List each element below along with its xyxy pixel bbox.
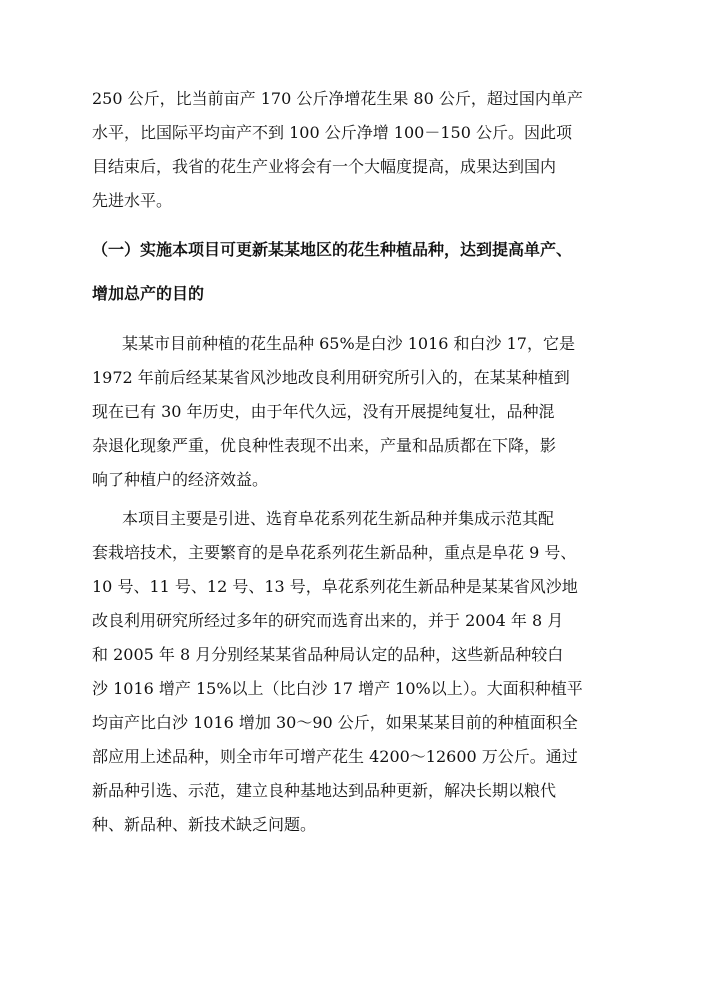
paragraph2-line-3: 10 号、11 号、12 号、13 号，阜花系列花生新品种是某某省风沙地	[92, 577, 578, 596]
paragraph1-line-2: 1972 年前后经某某省风沙地改良利用研究所引入的，在某某种植到	[92, 368, 570, 387]
paragraph2-line-2: 套栽培技术，主要繁育的是阜花系列花生新品种，重点是阜花 9 号、	[92, 543, 577, 562]
paragraph1-line-5: 响了种植户的经济效益。	[92, 470, 269, 489]
paragraph2-line-10: 种、新品种、新技术缺乏问题。	[92, 815, 317, 834]
paragraph2-line-5: 和 2005 年 8 月分别经某某省品种局认定的品种，这些新品种较白	[92, 645, 564, 664]
paragraph2-line-6: 沙 1016 增产 15%以上（比白沙 17 增产 10%以上）。大面积种植平	[92, 679, 583, 698]
section-heading-line-1: （一）实施本项目可更新某某地区的花生种植品种，达到提高单产、	[92, 240, 573, 259]
intro-line-2: 水平，比国际平均亩产不到 100 公斤净增 100－150 公斤。因此项	[92, 123, 572, 142]
paragraph2-line-8: 部应用上述品种，则全市年可增产花生 4200～12600 万公斤。通过	[92, 747, 578, 766]
paragraph1-line-3: 现在已有 30 年历史，由于年代久远，没有开展提纯复壮，品种混	[92, 402, 555, 421]
paragraph2-line-4: 改良利用研究所经过多年的研究而选育出来的，并于 2004 年 8 月	[92, 611, 564, 630]
intro-line-4: 先进水平。	[92, 191, 173, 210]
paragraph2-line-9: 新品种引选、示范，建立良种基地达到品种更新，解决长期以粮代	[92, 781, 557, 800]
paragraph2-line-1: 本项目主要是引进、选育阜花系列花生新品种并集成示范其配	[122, 509, 555, 528]
paragraph1-line-4: 杂退化现象严重，优良种性表现不出来，产量和品质都在下降，影	[92, 436, 557, 455]
section-heading-line-2: 增加总产的目的	[92, 284, 205, 303]
paragraph1-line-1: 某某市目前种植的花生品种 65%是白沙 1016 和白沙 17，它是	[122, 334, 575, 353]
paragraph2-line-7: 均亩产比白沙 1016 增加 30～90 公斤，如果某某目前的种植面积全	[92, 713, 578, 732]
intro-line-1: 250 公斤，比当前亩产 170 公斤净增花生果 80 公斤，超过国内单产	[92, 89, 583, 108]
intro-line-3: 目结束后，我省的花生产业将会有一个大幅度提高，成果达到国内	[92, 157, 557, 176]
